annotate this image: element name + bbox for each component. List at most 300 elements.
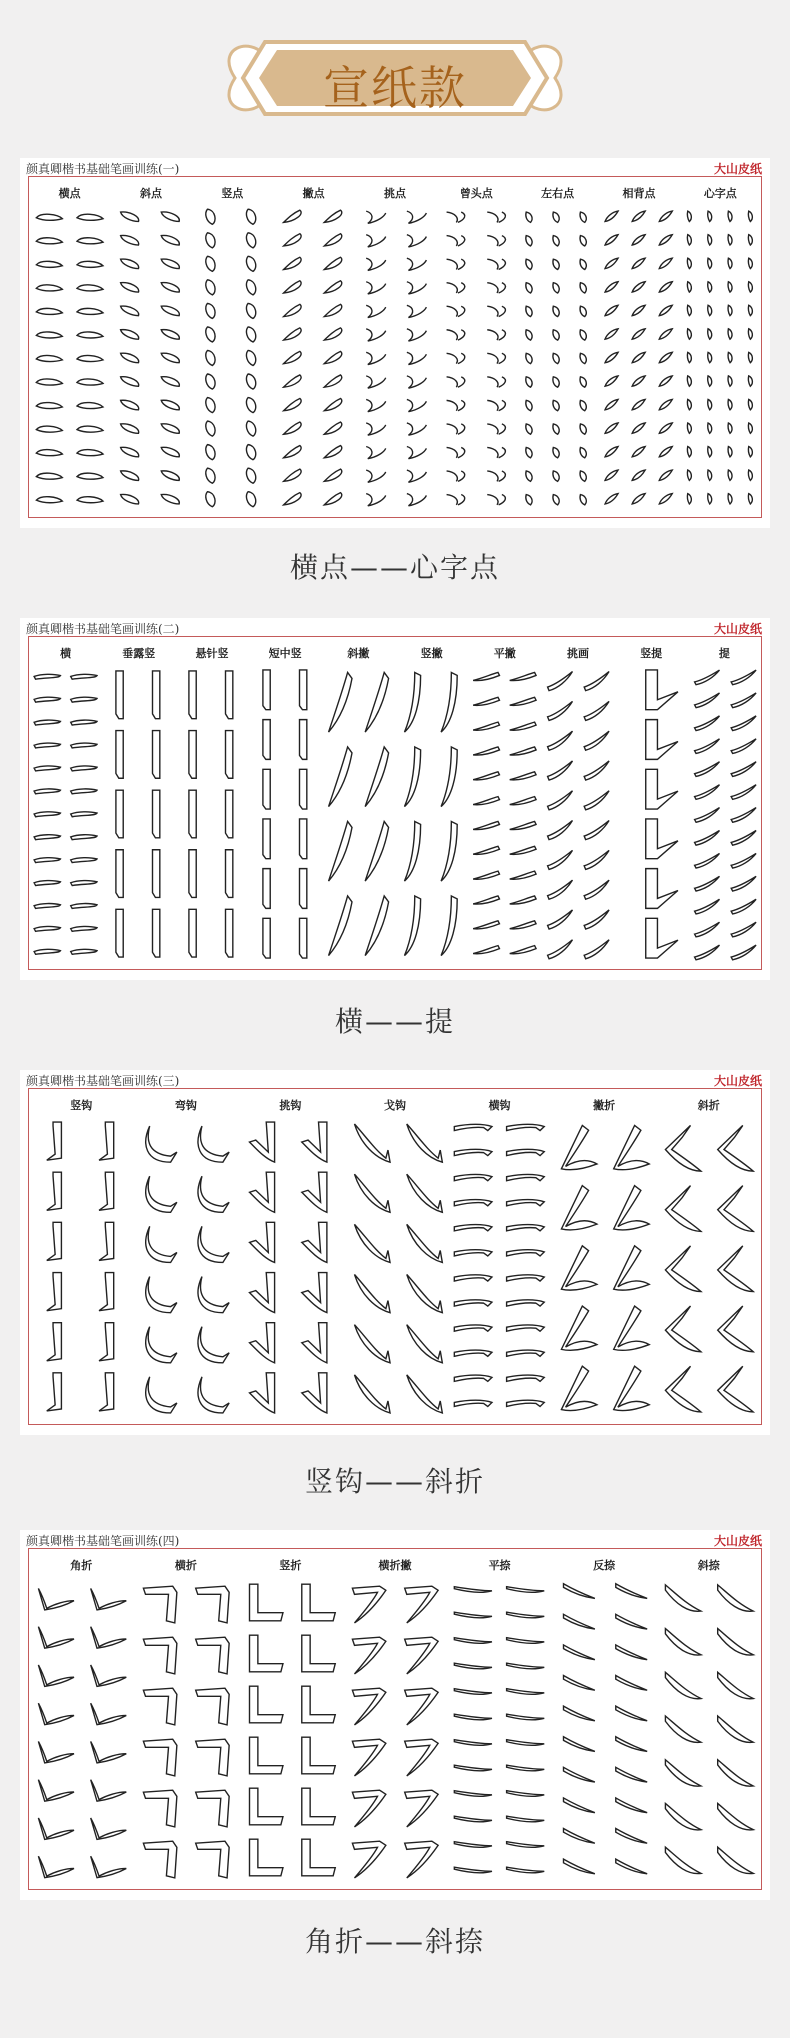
stroke-outline <box>299 819 306 859</box>
stroke-outline <box>354 1124 390 1162</box>
practice-sheet-4 <box>20 1530 770 1900</box>
stroke-outline <box>455 1689 493 1695</box>
stroke-grid-svg <box>680 205 761 511</box>
practice-sheet-3 <box>20 1070 770 1435</box>
stroke-outline <box>99 1122 114 1160</box>
stroke-outline <box>731 899 756 914</box>
stroke-outline <box>616 1829 647 1844</box>
stroke-column-label: 反捺 <box>593 1559 616 1572</box>
stroke-outline <box>407 376 427 388</box>
stroke-outline <box>71 926 97 931</box>
stroke-outline <box>473 672 499 680</box>
stroke-outline <box>645 819 677 859</box>
stroke-column-label: 横折 <box>174 1559 197 1572</box>
stroke-outline <box>473 946 499 954</box>
stroke-outline <box>455 1174 493 1180</box>
stroke-outline <box>563 1737 594 1752</box>
stroke-outline <box>121 330 139 340</box>
stroke-outline <box>71 881 97 886</box>
stroke-outline <box>205 303 214 318</box>
stroke-outline <box>406 1275 442 1313</box>
stroke-outline <box>507 1612 545 1618</box>
stroke-outline <box>407 352 427 364</box>
stroke-outline <box>226 850 233 898</box>
stroke-outline <box>616 1614 647 1629</box>
stroke-outline <box>77 426 103 432</box>
stroke-outline <box>507 1350 545 1356</box>
stroke-outline <box>660 376 673 386</box>
stroke-outline <box>246 421 255 436</box>
stroke-outline <box>116 731 123 779</box>
stroke-outline <box>299 720 306 760</box>
sheet-frame <box>28 1548 762 1890</box>
stroke-outline <box>121 235 139 245</box>
stroke-outline <box>694 716 719 731</box>
stroke-outline <box>91 1665 127 1686</box>
stroke-outline <box>36 261 62 267</box>
stroke-column <box>656 1549 761 1889</box>
stroke-column <box>656 1089 761 1424</box>
sheet-caption: 横点——心字点 <box>289 551 500 584</box>
stroke-outline <box>632 470 645 480</box>
stroke-outline <box>91 1588 127 1609</box>
stroke-outline <box>526 377 532 387</box>
stroke-outline <box>605 423 618 433</box>
stroke-outline <box>548 880 573 899</box>
stroke-outline <box>405 896 421 956</box>
stroke-outline <box>406 1325 442 1363</box>
stroke-outline <box>446 400 464 410</box>
stroke-outline <box>580 259 586 269</box>
stroke-outline <box>404 1688 437 1725</box>
stroke-column <box>395 637 468 969</box>
stroke-column <box>29 637 102 969</box>
stroke-outline <box>455 1300 493 1306</box>
stroke-column <box>29 177 110 517</box>
stroke-outline <box>250 1222 275 1262</box>
stroke-column <box>436 177 517 517</box>
stroke-outline <box>246 468 255 483</box>
stroke-outline <box>284 351 302 363</box>
stroke-outline <box>687 258 691 268</box>
stroke-outline <box>548 850 573 869</box>
stroke-outline <box>718 1803 754 1829</box>
stroke-outline <box>731 808 756 823</box>
stroke-outline <box>99 1222 114 1260</box>
stroke-outline <box>455 1765 493 1771</box>
stroke-outline <box>553 377 559 387</box>
stroke-outline <box>585 761 610 780</box>
stroke-outline <box>38 1703 74 1724</box>
stroke-outline <box>632 282 645 292</box>
stroke-grid <box>468 665 541 963</box>
stroke-outline <box>284 304 302 316</box>
stroke-outline <box>645 869 677 909</box>
stroke-outline <box>585 880 610 899</box>
sheet-caption: 横——提 <box>334 1005 455 1038</box>
stroke-outline <box>526 259 532 269</box>
stroke-outline <box>687 282 691 292</box>
stroke-outline <box>731 831 756 846</box>
stroke-outline <box>660 211 673 221</box>
stroke-outline <box>195 1790 228 1827</box>
stroke-outline <box>687 352 691 362</box>
stroke-outline <box>446 377 464 387</box>
stroke-column-label: 弯钩 <box>174 1099 197 1112</box>
stroke-outline <box>553 424 559 434</box>
stroke-outline <box>34 858 60 863</box>
stroke-outline <box>585 940 610 959</box>
stroke-outline <box>510 672 536 680</box>
stroke-outline <box>687 376 691 386</box>
stroke-outline <box>367 447 387 459</box>
stroke-outline <box>121 471 139 481</box>
stroke-outline <box>145 1126 176 1162</box>
stroke-column <box>322 637 395 969</box>
stroke-outline <box>694 853 719 868</box>
stroke-outline <box>632 399 645 409</box>
stroke-outline <box>473 772 499 780</box>
stroke-outline <box>365 821 388 881</box>
stroke-outline <box>718 1125 754 1171</box>
stroke-outline <box>632 211 645 221</box>
stroke-outline <box>302 1222 327 1262</box>
stroke-outline <box>687 399 691 409</box>
stroke-column-label: 平捺 <box>488 1559 511 1572</box>
stroke-outline <box>731 716 756 731</box>
stroke-outline <box>507 1842 545 1848</box>
stroke-outline <box>748 447 752 457</box>
stroke-outline <box>446 495 464 505</box>
stroke-outline <box>507 1765 545 1771</box>
stroke-outline <box>553 283 559 293</box>
stroke-outline <box>121 494 139 504</box>
stroke-column-label: 悬针竖 <box>195 647 229 660</box>
stroke-grid <box>680 205 761 511</box>
stroke-outline <box>507 1174 545 1180</box>
stroke-outline <box>660 447 673 457</box>
stroke-outline <box>406 1174 442 1212</box>
stroke-outline <box>455 1275 493 1281</box>
stroke-outline <box>455 1842 493 1848</box>
stroke-outline <box>324 304 342 316</box>
stroke-outline <box>367 305 387 317</box>
stroke-outline <box>246 256 255 271</box>
stroke-outline <box>34 926 60 931</box>
stroke-outline <box>367 258 387 270</box>
stroke-outline <box>284 446 302 458</box>
stroke-outline <box>580 353 586 363</box>
stroke-outline <box>455 1612 493 1618</box>
stroke-grid-svg <box>29 665 102 963</box>
stroke-outline <box>246 398 255 413</box>
stroke-outline <box>455 1250 493 1256</box>
stroke-outline <box>616 1706 647 1721</box>
stroke-outline <box>507 1300 545 1306</box>
stroke-outline <box>563 1798 594 1813</box>
stroke-outline <box>47 1373 62 1411</box>
stroke-column-label: 相背点 <box>622 187 656 200</box>
stroke-outline <box>605 282 618 292</box>
stroke-outline <box>77 497 103 503</box>
stroke-outline <box>246 233 255 248</box>
stroke-column <box>238 1549 343 1889</box>
stroke-outline <box>406 1124 442 1162</box>
stroke-outline <box>284 422 302 434</box>
stroke-outline <box>728 258 732 268</box>
stroke-outline <box>548 731 573 750</box>
sheet-heading: 颜真卿楷书基础笔画训练(二) <box>26 622 180 636</box>
stroke-grid-svg <box>343 1117 448 1418</box>
stroke-outline <box>189 731 196 779</box>
stroke-outline <box>145 1277 176 1313</box>
stroke-column-label: 挑画 <box>566 647 589 660</box>
stroke-outline <box>195 1688 228 1725</box>
stroke-outline <box>728 470 732 480</box>
stroke-outline <box>487 353 505 363</box>
stroke-outline <box>71 720 97 725</box>
stroke-grid <box>110 205 191 511</box>
stroke-outline <box>687 329 691 339</box>
stroke-grid-svg <box>468 665 541 963</box>
stroke-outline <box>91 1818 127 1839</box>
stroke-outline <box>548 672 573 691</box>
stroke-outline <box>407 235 427 247</box>
stroke-outline <box>526 471 532 481</box>
stroke-outline <box>585 701 610 720</box>
stroke-outline <box>324 469 342 481</box>
stroke-outline <box>487 447 505 457</box>
stroke-grid-svg <box>322 665 395 963</box>
stroke-outline <box>563 1859 594 1874</box>
stroke-outline <box>666 1306 702 1352</box>
stroke-outline <box>246 303 255 318</box>
stroke-outline <box>728 376 732 386</box>
stroke-outline <box>71 812 97 817</box>
sheet-brand: 大山皮纸 <box>713 162 762 176</box>
stroke-outline <box>153 731 160 779</box>
stroke-outline <box>38 1665 74 1686</box>
stroke-outline <box>162 424 180 434</box>
stroke-outline <box>116 671 123 719</box>
stroke-grid <box>29 1117 134 1418</box>
stroke-outline <box>605 447 618 457</box>
stroke-outline <box>660 235 673 245</box>
stroke-outline <box>162 212 180 222</box>
stroke-outline <box>660 399 673 409</box>
stroke-grid-svg <box>110 205 191 511</box>
stroke-outline <box>748 305 752 315</box>
stroke-outline <box>446 471 464 481</box>
stroke-outline <box>441 747 457 807</box>
stroke-outline <box>563 1706 594 1721</box>
stroke-grid-svg <box>29 1577 134 1883</box>
stroke-outline <box>328 747 351 807</box>
stroke-outline <box>284 257 302 269</box>
stroke-outline <box>38 1818 74 1839</box>
stroke-grid <box>447 1577 552 1883</box>
stroke-outline <box>585 850 610 869</box>
sheet-frame <box>28 636 762 970</box>
stroke-outline <box>707 352 711 362</box>
stroke-outline <box>585 791 610 810</box>
stroke-outline <box>262 869 269 909</box>
stroke-grid-svg <box>552 1117 657 1418</box>
stroke-grid-svg <box>656 1577 761 1883</box>
stroke-outline <box>510 797 536 805</box>
sheet-frame <box>28 176 762 518</box>
stroke-grid <box>134 1117 239 1418</box>
stroke-grid <box>656 1577 761 1883</box>
stroke-outline <box>487 400 505 410</box>
stroke-outline <box>728 447 732 457</box>
stroke-grid <box>354 205 435 511</box>
stroke-outline <box>507 1663 545 1669</box>
practice-sheet-2 <box>20 618 770 980</box>
stroke-outline <box>246 280 255 295</box>
stroke-outline <box>354 1325 390 1363</box>
stroke-outline <box>153 790 160 838</box>
stroke-column <box>447 1549 552 1889</box>
stroke-outline <box>510 697 536 705</box>
stroke-outline <box>302 1122 327 1162</box>
stroke-outline <box>324 422 342 434</box>
stroke-outline <box>707 399 711 409</box>
stroke-grid <box>273 205 354 511</box>
stroke-outline <box>694 876 719 891</box>
stroke-outline <box>507 1791 545 1797</box>
stroke-outline <box>262 670 269 710</box>
stroke-outline <box>666 1629 702 1655</box>
stroke-grid-svg <box>134 1117 239 1418</box>
stroke-outline <box>446 236 464 246</box>
stroke-outline <box>162 306 180 316</box>
stroke-outline <box>605 376 618 386</box>
stroke-grid-svg <box>134 1577 239 1883</box>
stroke-outline <box>731 922 756 937</box>
stroke-outline <box>632 305 645 315</box>
stroke-outline <box>299 869 306 909</box>
stroke-grid <box>238 1577 343 1883</box>
stroke-grid-svg <box>273 205 354 511</box>
stroke-column-label: 戈钩 <box>383 1099 406 1112</box>
stroke-outline <box>553 471 559 481</box>
stroke-outline <box>660 470 673 480</box>
stroke-outline <box>580 424 586 434</box>
stroke-column-label: 斜撇 <box>347 647 370 660</box>
stroke-outline <box>580 236 586 246</box>
stroke-outline <box>616 1859 647 1874</box>
stroke-columns <box>29 177 761 517</box>
stroke-column <box>680 177 761 517</box>
stroke-outline <box>250 1686 283 1723</box>
stroke-outline <box>36 308 62 314</box>
stroke-outline <box>707 282 711 292</box>
stroke-outline <box>526 424 532 434</box>
stroke-outline <box>145 1327 176 1363</box>
stroke-outline <box>198 1126 229 1162</box>
stroke-outline <box>198 1377 229 1413</box>
stroke-outline <box>302 1172 327 1212</box>
stroke-outline <box>205 398 214 413</box>
stroke-outline <box>352 1790 385 1827</box>
stroke-outline <box>666 1760 702 1786</box>
stroke-outline <box>441 896 457 956</box>
stroke-grid <box>102 665 175 963</box>
stroke-outline <box>365 747 388 807</box>
stroke-outline <box>324 234 342 246</box>
stroke-outline <box>731 785 756 800</box>
stroke-outline <box>198 1327 229 1363</box>
stroke-outline <box>99 1273 114 1311</box>
stroke-grid-svg <box>29 1117 134 1418</box>
stroke-outline <box>553 447 559 457</box>
stroke-outline <box>510 896 536 904</box>
stroke-column <box>598 177 679 517</box>
stroke-column <box>110 177 191 517</box>
stroke-column-label: 曾头点 <box>459 187 493 200</box>
stroke-outline <box>143 1586 176 1623</box>
stroke-outline <box>660 305 673 315</box>
stroke-outline <box>284 234 302 246</box>
stroke-outline <box>145 1176 176 1212</box>
stroke-outline <box>446 353 464 363</box>
stroke-outline <box>548 761 573 780</box>
stroke-outline <box>47 1323 62 1361</box>
stroke-grid-svg <box>447 1117 552 1418</box>
stroke-column <box>29 1549 134 1889</box>
stroke-outline <box>195 1637 228 1674</box>
stroke-outline <box>34 949 60 954</box>
stroke-outline <box>718 1366 754 1412</box>
stroke-outline <box>365 672 388 732</box>
stroke-grid-svg <box>552 1577 657 1883</box>
stroke-outline <box>616 1798 647 1813</box>
stroke-outline <box>731 739 756 754</box>
stroke-outline <box>707 447 711 457</box>
stroke-outline <box>407 494 427 506</box>
sheet-frame <box>28 1088 762 1425</box>
stroke-column <box>552 1549 657 1889</box>
stroke-outline <box>580 471 586 481</box>
stroke-grid <box>134 1577 239 1883</box>
stroke-outline <box>510 871 536 879</box>
stroke-outline <box>510 722 536 730</box>
stroke-grid <box>517 205 598 511</box>
stroke-outline <box>153 850 160 898</box>
stroke-outline <box>687 305 691 315</box>
stroke-outline <box>728 352 732 362</box>
stroke-outline <box>407 399 427 411</box>
stroke-outline <box>632 494 645 504</box>
stroke-outline <box>71 789 97 794</box>
sheet-caption: 角折——斜捺 <box>304 1925 485 1958</box>
stroke-outline <box>406 1375 442 1413</box>
stroke-outline <box>404 1586 437 1623</box>
sheet-heading: 颜真卿楷书基础笔画训练(三) <box>26 1074 180 1088</box>
stroke-outline <box>189 850 196 898</box>
stroke-outline <box>407 423 427 435</box>
stroke-outline <box>407 258 427 270</box>
stroke-outline <box>34 903 60 908</box>
stroke-grid <box>29 1577 134 1883</box>
stroke-outline <box>694 693 719 708</box>
stroke-outline <box>71 674 97 679</box>
stroke-outline <box>34 812 60 817</box>
stroke-outline <box>748 352 752 362</box>
stroke-outline <box>473 821 499 829</box>
stroke-outline <box>585 910 610 929</box>
